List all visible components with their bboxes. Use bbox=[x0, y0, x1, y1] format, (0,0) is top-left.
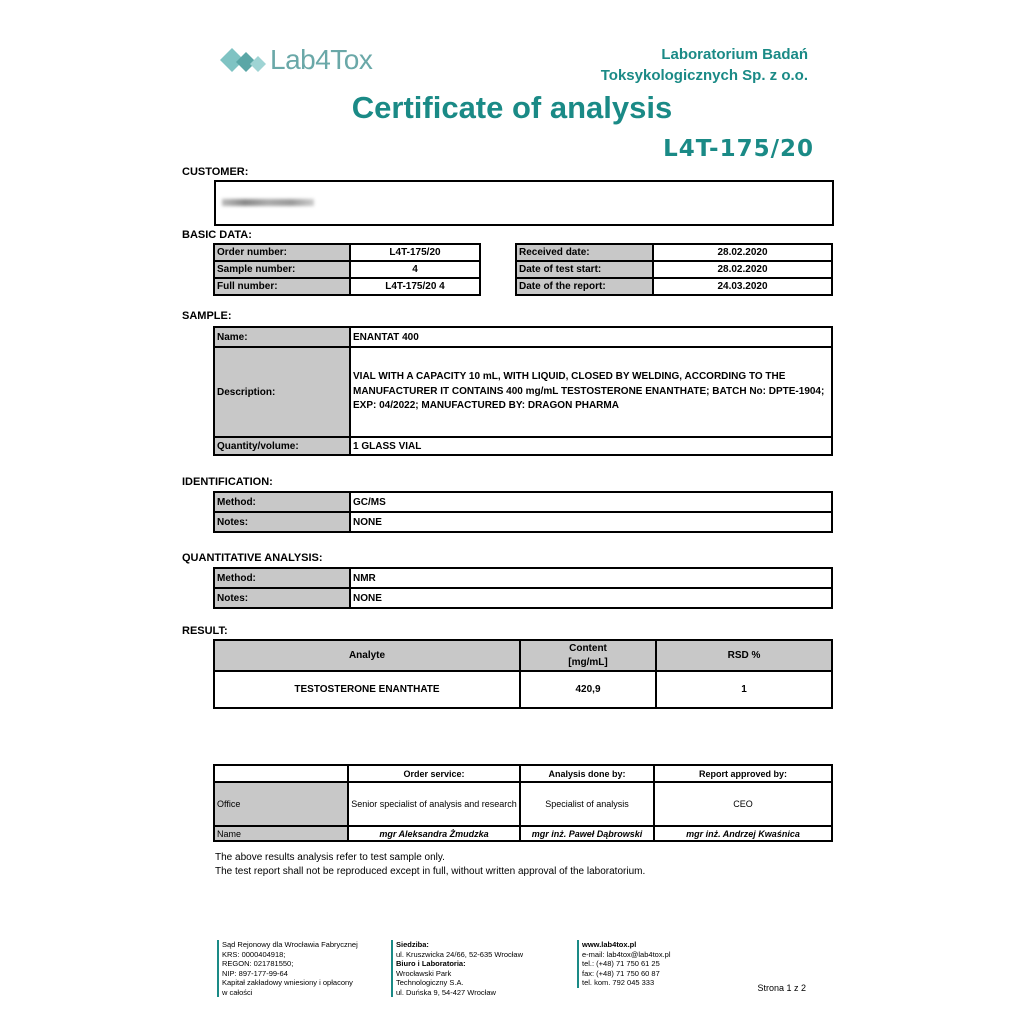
customer-box bbox=[214, 180, 834, 226]
table-row bbox=[214, 568, 832, 588]
footer-line: KRS: 0000404918; bbox=[222, 949, 286, 959]
quantitative-notes-label: Notes: bbox=[214, 588, 350, 608]
full-number-label: Full number: bbox=[214, 278, 350, 295]
identification-method-value: GC/MS bbox=[350, 492, 832, 512]
logo-text: Lab4Tox bbox=[270, 44, 373, 75]
table-row bbox=[214, 261, 480, 278]
received-date-label: Received date: bbox=[516, 244, 653, 261]
basic-data-heading: BASIC DATA: bbox=[182, 229, 252, 241]
signatures-name-order: mgr Aleksandra Żmudzka bbox=[348, 826, 520, 841]
footer-line: Siedziba: bbox=[396, 940, 429, 949]
full-number-value: L4T-175/20 4 bbox=[350, 278, 480, 295]
sample-description-value: VIAL WITH A CAPACITY 10 mL, WITH LIQUID, CLOSED BY WELDING, ACCORDING TO THE MANUFACTURER IT CONTAINS 400 mg/mL TESTOSTERONE ENANTHATE; BATCH No: DPTE-1904; EXP: 04/2022; MANUFACTURED BY: DRAGON PHARMA bbox=[350, 347, 832, 437]
quantitative-method-label: Method: bbox=[214, 568, 350, 588]
quantitative-heading: QUANTITATIVE ANALYSIS: bbox=[182, 552, 323, 564]
test-start-value: 28.02.2020 bbox=[653, 261, 832, 278]
signatures-table bbox=[213, 764, 833, 842]
table-row bbox=[214, 671, 832, 708]
sample-quantity-value: 1 GLASS VIAL bbox=[350, 437, 832, 455]
signatures-col-analysis: Analysis done by: bbox=[520, 765, 654, 782]
footer-address bbox=[391, 940, 523, 997]
signatures-name-label: Name bbox=[214, 826, 348, 841]
test-start-label: Date of test start: bbox=[516, 261, 653, 278]
sample-name-label: Name: bbox=[214, 327, 350, 347]
signatures-name-analysis: mgr inż. Paweł Dąbrowski bbox=[520, 826, 654, 841]
table-row bbox=[214, 640, 832, 671]
signatures-col-approved: Report approved by: bbox=[654, 765, 832, 782]
footer-line: NIP: 897-177-99-64 bbox=[222, 968, 288, 978]
footer-line: REGON: 021781550; bbox=[222, 959, 294, 968]
table-row bbox=[214, 782, 832, 826]
footer-line: Biuro i Laboratoria: bbox=[396, 959, 466, 968]
basic-data-left-table bbox=[213, 243, 481, 296]
table-row bbox=[214, 347, 832, 437]
table-row bbox=[214, 826, 832, 841]
result-table bbox=[213, 639, 833, 709]
customer-redacted bbox=[222, 199, 314, 206]
sample-description-label: Description: bbox=[214, 347, 350, 437]
result-rsd: 1 bbox=[656, 671, 832, 708]
sample-number-value: 4 bbox=[350, 261, 480, 278]
table-row bbox=[214, 492, 832, 512]
signatures-office-label: Office bbox=[214, 782, 348, 826]
result-col-content-line1: Content bbox=[569, 642, 607, 654]
order-number-label: Order number: bbox=[214, 244, 350, 261]
footer-line: Sąd Rejonowy dla Wrocławia Fabrycznej bbox=[222, 940, 358, 949]
quantitative-table bbox=[213, 567, 833, 609]
sample-quantity-label: Quantity/volume: bbox=[214, 437, 350, 455]
received-date-value: 28.02.2020 bbox=[653, 244, 832, 261]
quantitative-method-value: NMR bbox=[350, 568, 832, 588]
result-col-analyte: Analyte bbox=[214, 640, 520, 671]
sample-number-label: Sample number: bbox=[214, 261, 350, 278]
lab4tox-logo-icon bbox=[218, 46, 268, 78]
footer-line: tel. kom. 792 045 333 bbox=[582, 978, 655, 987]
footer-contact bbox=[577, 940, 671, 988]
lab-name-line1: Laboratorium Badań bbox=[661, 46, 808, 63]
lab-name bbox=[601, 44, 808, 86]
footer-line: fax: (+48) 71 750 60 87 bbox=[582, 968, 660, 978]
basic-data-right-table bbox=[515, 243, 833, 296]
signatures-col-order: Order service: bbox=[348, 765, 520, 782]
identification-heading: IDENTIFICATION: bbox=[182, 476, 273, 488]
table-row bbox=[214, 327, 832, 347]
footer-line: ul. Duńska 9, 54-427 Wrocław bbox=[396, 987, 496, 997]
footer-website-link[interactable]: www.lab4tox.pl bbox=[582, 940, 637, 949]
signatures-name-approved: mgr inż. Andrzej Kwaśnica bbox=[654, 826, 832, 841]
footer-line: Wrocławski Park bbox=[396, 968, 452, 978]
result-heading: RESULT: bbox=[182, 625, 228, 637]
footer-line: Technologiczny S.A. bbox=[396, 978, 464, 987]
table-row bbox=[516, 278, 832, 295]
customer-heading: CUSTOMER: bbox=[182, 166, 249, 178]
signatures-office-order: Senior specialist of analysis and research bbox=[348, 782, 520, 826]
table-row bbox=[214, 765, 832, 782]
table-row bbox=[516, 244, 832, 261]
page-number: Strona 1 z 2 bbox=[757, 983, 806, 993]
table-row bbox=[214, 278, 480, 295]
result-col-rsd: RSD % bbox=[656, 640, 832, 671]
footer-line: w całości bbox=[222, 987, 253, 997]
result-analyte: TESTOSTERONE ENANTHATE bbox=[214, 671, 520, 708]
identification-method-label: Method: bbox=[214, 492, 350, 512]
report-date-value: 24.03.2020 bbox=[653, 278, 832, 295]
certificate-number: L4T-175/20 bbox=[663, 136, 814, 162]
sample-name-value: ENANTAT 400 bbox=[350, 327, 832, 347]
footer-email-link[interactable]: e-mail: lab4tox@lab4tox.pl bbox=[582, 949, 671, 959]
result-col-content-line2: [mg/mL] bbox=[568, 656, 608, 668]
identification-table bbox=[213, 491, 833, 533]
table-row bbox=[516, 261, 832, 278]
order-number-value: L4T-175/20 bbox=[350, 244, 480, 261]
signatures-office-analysis: Specialist of analysis bbox=[520, 782, 654, 826]
lab-name-line2: Toksykologicznych Sp. z o.o. bbox=[600, 67, 808, 84]
sample-heading: SAMPLE: bbox=[182, 310, 232, 322]
report-date-label: Date of the report: bbox=[516, 278, 653, 295]
signatures-corner bbox=[214, 765, 348, 782]
result-content: 420,9 bbox=[520, 671, 656, 708]
table-row bbox=[214, 588, 832, 608]
footer-line: tel.: (+48) 71 750 61 25 bbox=[582, 959, 660, 968]
sample-table bbox=[213, 326, 833, 456]
identification-notes-label: Notes: bbox=[214, 512, 350, 532]
quantitative-notes-value: NONE bbox=[350, 588, 832, 608]
identification-notes-value: NONE bbox=[350, 512, 832, 532]
table-row bbox=[214, 244, 480, 261]
footer-line: Kapitał zakładowy wniesiony i opłacony bbox=[222, 978, 353, 987]
signatures-office-approved: CEO bbox=[654, 782, 832, 826]
table-row bbox=[214, 437, 832, 455]
page-title: Certificate of analysis bbox=[351, 90, 673, 125]
note-line1: The above results analysis refer to test sample only. bbox=[215, 852, 445, 863]
note-line2: The test report shall not be reproduced except in full, without written approval of the laboratorium. bbox=[215, 866, 646, 877]
footer-company-registry bbox=[217, 940, 358, 997]
footer-line: ul. Kruszwicka 24/66, 52-635 Wrocław bbox=[396, 949, 524, 959]
table-row bbox=[214, 512, 832, 532]
result-col-content bbox=[520, 640, 656, 671]
